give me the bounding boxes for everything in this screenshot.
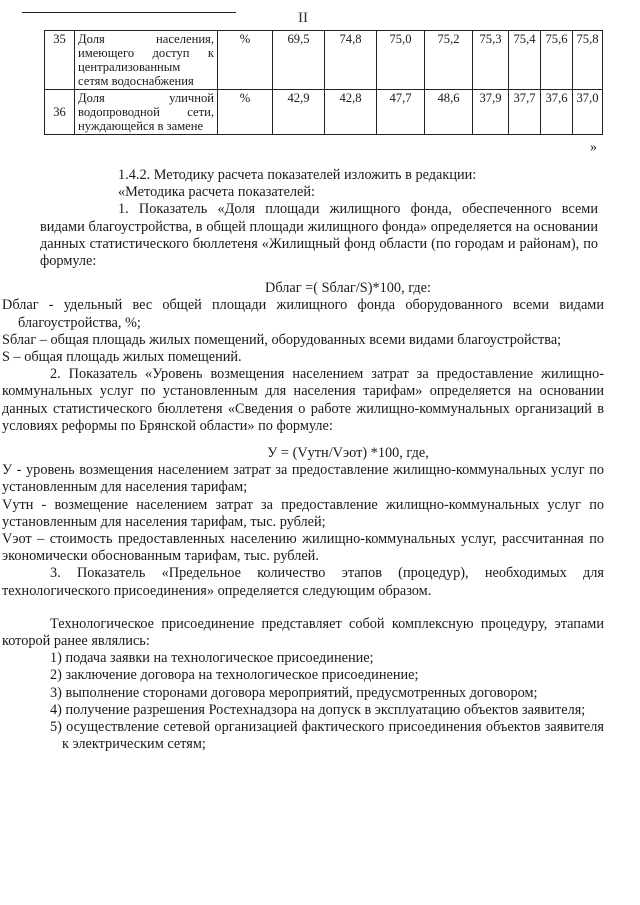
definition-vutn: Vутн - возмещение населением затрат за предоставление жилищно-коммунальных услуг по установленным для населения тарифам, тыс. рублей; — [2, 496, 604, 530]
procedure-steps-list — [2, 650, 604, 753]
indicator-3-paragraph: 3. Показатель «Предельное количество этапов (процедур), необходимых для технологического присоединения» определяется следующим образом. — [2, 565, 604, 599]
row-number: 35 — [45, 31, 75, 90]
list-item: 5) осуществление сетевой организацией фактического присоединения объектов заявителя к электрическим сетям; — [50, 719, 604, 753]
row-unit: % — [218, 90, 273, 135]
page-number: II — [298, 10, 308, 26]
row-value: 74,8 — [325, 31, 377, 90]
definition-u: У - уровень возмещения населением затрат за предоставление жилищно-коммунальных услуг по установленным для населения тарифам; — [2, 462, 604, 496]
definition-sblag: Sблаг – общая площадь жилых помещений, оборудованных всеми видами благоустройства; — [2, 331, 562, 348]
row-value: 75,3 — [473, 31, 509, 90]
row-value: 37,7 — [509, 90, 541, 135]
row-value: 48,6 — [425, 90, 473, 135]
table-row — [45, 31, 603, 90]
row-description: Доля уличной водопроводной сети, нуждающейся в замене — [75, 90, 218, 135]
definition-veot: Vэот – стоимость предоставленных населению жилищно-коммунальных услуг, рассчитанная по экономически обоснованным тарифам, тыс. рублей. — [2, 531, 604, 565]
indicator-1-paragraph: 1. Показатель «Доля площади жилищного фонда, обеспеченного всеми видами благоустройства, в общей площади жилищного фонда» определяется на основании данных статистического бюллетеня «Жилищный фонд области (по городам и районам), по формуле: — [40, 201, 598, 270]
section-heading: 1.4.2. Методику расчета показателей изложить в редакции: — [118, 167, 477, 183]
row-value: 75,4 — [509, 31, 541, 90]
row-unit: % — [218, 31, 273, 90]
indicators-table — [44, 30, 603, 135]
row-number: 36 — [45, 90, 75, 135]
formula-2: У = (Vутн/Vэот) *100, где, — [267, 445, 429, 462]
definition-s: S – общая площадь жилых помещений. — [2, 349, 242, 366]
list-item: 4) получение разрешения Ростехнадзора на допуск в эксплуатацию объектов заявителя; — [50, 701, 586, 718]
definition-dblag: Dблаг - удельный вес общей площади жилищного фонда оборудованного всеми видами благоустройства, %; — [2, 297, 604, 331]
tech-connection-intro: Технологическое присоединение представляет собой комплексную процедуру, этапами которой ранее являлись: — [2, 615, 604, 650]
row-value: 69,5 — [273, 31, 325, 90]
row-description: Доля населения, имеющего доступ к централизованным сетям водоснабжения — [75, 31, 218, 90]
indicator-2-paragraph: 2. Показатель «Уровень возмещения населением затрат за предоставление жилищно-коммунальных услуг по установленным для населения тарифам» определяется на основании данных статистического бюллетеня «Сведения о работе жилищно-коммунальных организаций в условиях реформы по Брянской области» по формуле: — [2, 366, 604, 434]
closing-quote: » — [590, 140, 597, 155]
row-value: 47,7 — [377, 90, 425, 135]
table-row — [45, 90, 603, 135]
row-value: 37,0 — [573, 90, 603, 135]
method-title: «Методика расчета показателей: — [118, 184, 316, 201]
row-value: 37,6 — [541, 90, 573, 135]
row-value: 75,6 — [541, 31, 573, 90]
row-value: 42,8 — [325, 90, 377, 135]
header-rule — [22, 12, 236, 13]
document-body — [2, 167, 604, 754]
list-item: 1) подача заявки на технологическое присоединение; — [50, 650, 374, 667]
formula-1: Dблаг =( Sблаг/S)*100, где: — [265, 280, 431, 297]
row-value: 37,9 — [473, 90, 509, 135]
row-value: 75,2 — [425, 31, 473, 90]
list-item: 3) выполнение сторонами договора мероприятий, предусмотренных договором; — [50, 684, 538, 701]
row-value: 75,0 — [377, 31, 425, 90]
list-item: 2) заключение договора на технологическое присоединение; — [50, 667, 419, 684]
row-value: 75,8 — [573, 31, 603, 90]
row-value: 42,9 — [273, 90, 325, 135]
